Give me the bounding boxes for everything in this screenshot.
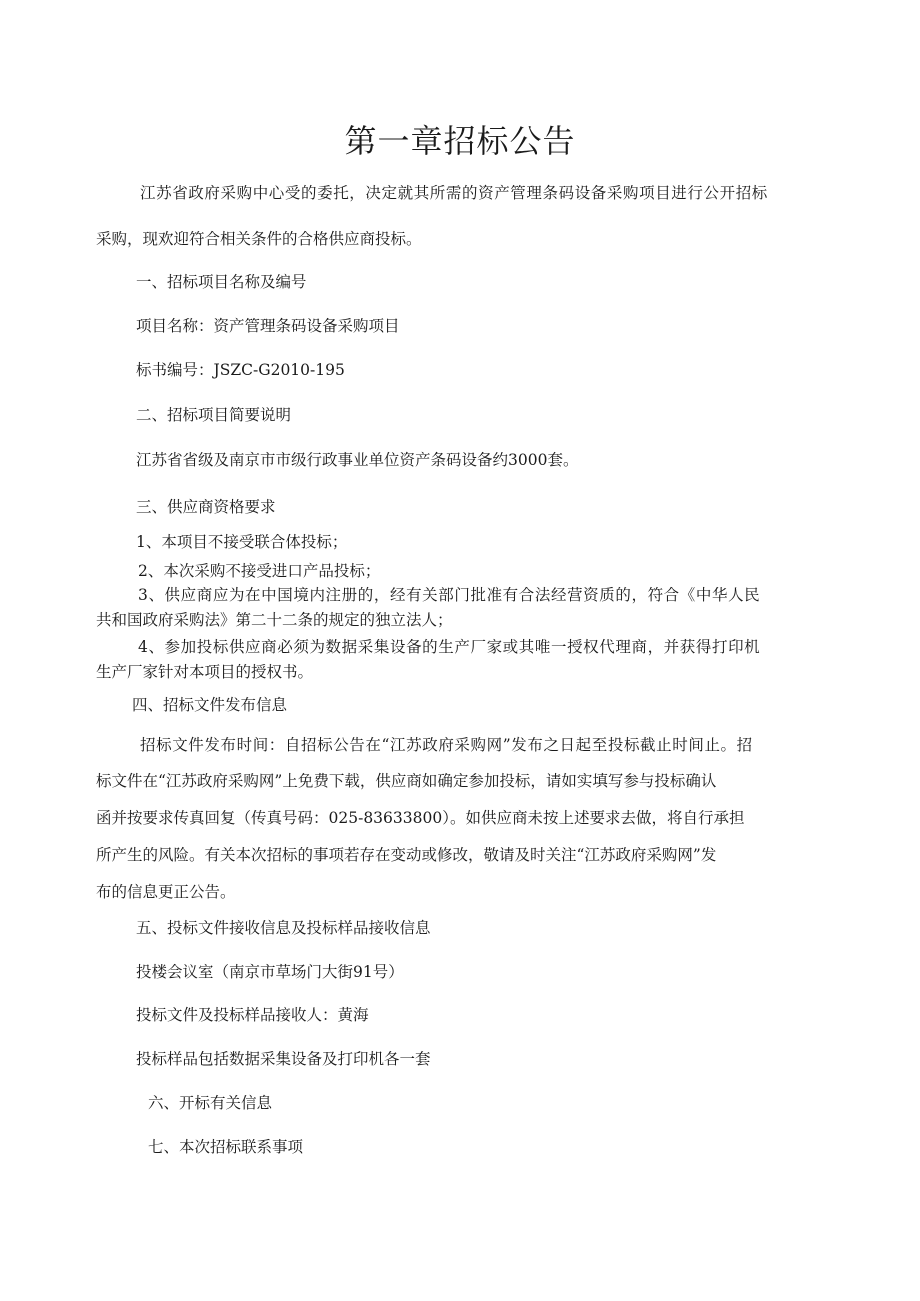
section-2-heading: 二、招标项目简要说明 [136,406,292,424]
intro-line-2: 采购，现欢迎符合相关条件的合格供应商投标。 [96,230,422,248]
section-7-heading: 七、本次招标联系事项 [148,1138,304,1156]
requirement-item-3-line-1: 3、供应商应为在中国境内注册的，经有关部门批准有合法经营资质的，符合《中华人民 [138,586,761,604]
section-6-heading: 六、开标有关信息 [148,1094,273,1112]
requirement-item-3-line-2: 共和国政府采购法》第二十二条的规定的独立法人； [96,611,453,629]
sample-description: 投标样品包括数据采集设备及打印机各一套 [136,1050,431,1068]
receipt-receiver: 投标文件及投标样品接收人：黄海 [136,1006,369,1024]
section-4-heading: 四、招标文件发布信息 [132,696,288,714]
section-1-heading: 一、招标项目名称及编号 [136,273,307,291]
requirement-item-4-line-2: 生产厂家针对本项目的授权书。 [96,663,314,681]
project-name: 项目名称：资产管理条码设备采购项目 [136,317,400,335]
section-4-line-1: 招标文件发布时间：自招标公告在“江苏政府采购网”发布之日起至投标截止时间止。招 [140,736,753,754]
tender-number: 标书编号：JSZC-G2010-195 [136,361,345,379]
section-4-line-3: 函并按要求传真回复（传真号码：025-83633800）。如供应商未按上述要求去做，将自行承担 [96,809,745,827]
requirement-item-4-line-1: 4、参加投标供应商必须为数据采集设备的生产厂家或其唯一授权代理商，并获得打印机 [138,638,761,656]
requirement-item-2: 2、本次采购不接受进口产品投标； [138,562,381,580]
intro-line-1: 江苏省政府采购中心受的委托，决定就其所需的资产管理条码设备采购项目进行公开招标 [140,184,768,202]
receipt-location: 投楼会议室（南京市草场门大街91号） [136,963,404,981]
section-3-heading: 三、供应商资格要求 [136,498,276,516]
section-4-line-5: 布的信息更正公告。 [96,883,236,901]
page-title: 第一章招标公告 [344,122,576,160]
section-4-line-2: 标文件在“江苏政府采购网”上免费下载，供应商如确定参加投标，请如实填写参与投标确认 [96,772,717,790]
section-4-line-4: 所产生的风险。有关本次招标的事项若存在变动或修改，敬请及时关注“江苏政府采购网”发 [96,846,717,864]
section-5-heading: 五、投标文件接收信息及投标样品接收信息 [136,919,431,937]
requirement-item-1: 1、本项目不接受联合体投标； [136,533,348,551]
section-2-body: 江苏省省级及南京市市级行政事业单位资产条码设备约3000套。 [136,451,579,469]
